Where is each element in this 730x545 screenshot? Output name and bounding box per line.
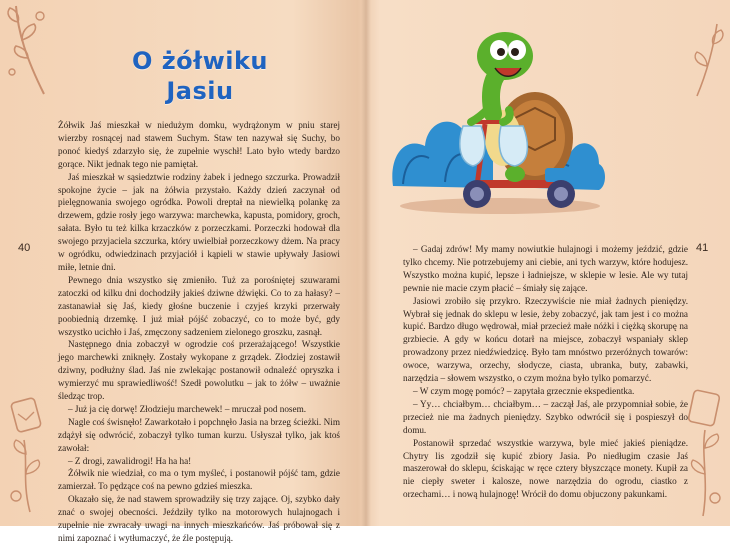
paragraph: Jaś mieszkał w sąsiedztwie rodziny żabek i jednego szczurka. Prowadził spokojne życie – jak na żółwia przystało. Każdy dzień zaczynał od pielęgnowania swojego ogródka. Powoli dreptał na niewielką polankę za drzewem, gdzie rosły jego warzywa: marchewka, kapusta, pomidory, groch, sałata. Było tu też kilka krzaczków z porzeczkami. Porzeczki hodował dla swojego przyjaciela szczurka, który uwielbiał porzeczkowy dżem. Na pracy w ogródku, odwiedzinach przyjaciół i kąpieli w stawie upływały Jasiowi miłe, letnie dni. — [58, 171, 340, 272]
story-title — [120, 46, 280, 106]
leaf-ornament-top-left — [4, 2, 64, 98]
right-page-text — [403, 243, 688, 501]
paragraph: – Z drogi, zawalidrogi! Ha ha ha! — [68, 455, 192, 466]
seed-ornament-bottom-left — [4, 392, 54, 522]
title-line-2: Jasiu — [166, 77, 234, 105]
paragraph: Pewnego dnia wszystko się zmieniło. Tuż za porośniętej szuwarami zatoczki od kilku dni dochodziły jakieś dziwne dźwięki. Co to za hałasy? – zastanawiał się Jaś, kiedy głośne buczenie i czyjeś krzyki przerwały poobiednią drzemkę. I już miał pójść zobaczyć, co to może być, gdy wszystko ucichło i Jaś, zmęczony sadzeniem zielonego groszku, zasnął. — [58, 274, 340, 337]
paragraph: Jasiowi zrobiło się przykro. Rzeczywiście nie miał żadnych pieniędzy. Wybrał się jednak do sklepu w lesie, żeby zobaczyć, jak tam jest i co można kupić. Bardzo długo wędrował, miał przecież małe nóżki i ciężką skorupę na grzbiecie. A gdy w końcu dotarł na miejsce, zobaczył wspaniały sklep prowadzony przez niedźwiedzicę. Było tam mnóstwo przeróżnych towarów: owoce, warzywa, orzechy, słodycze, ciasta, ubranka, buty, zabawki, narzędzia – słowem wszystko, o czym można było tylko pomarzyć. — [403, 295, 688, 384]
paragraph: – W czym mogę pomóc? – zapytała grzecznie ekspedientka. — [413, 385, 635, 396]
paragraph: Postanowił sprzedać wszystkie warzywa, byle mieć jakieś pieniądze. Chytry lis zgodził się kupić zbiory Jasia. Po niedługim czasie Jaś maszerował do sklepu, ściskając w ręce cztery błyszczące monety. Kupił za nie ciepły sweter i kalosze, nowe narzędzia do ogrodu, ciastko z orzechami… i nową hulajnogę! Wrócił do domu objuczony pakunkami. — [403, 437, 688, 500]
right-page — [365, 0, 730, 526]
paragraph: Nagle coś świsnęło! Zawarkotało i popchnęło Jasia na brzeg ścieżki. Nim zdążył się odwrócić, zobaczył tylko tuman kurzu. Usłyszał tylko, jak ktoś zawołał: — [58, 416, 340, 453]
page-number-right: 41 — [696, 242, 709, 254]
leaf-ornament-top-right — [683, 20, 727, 100]
paragraph: – Yy… chciałbym… chciałbym… – zaczął Jaś, ale przypomniał sobie, że przecież nie ma żadnych pieniędzy. Szybko odwrócił się i pospieszył do domu. — [403, 398, 688, 435]
turtle-scooter-illustration — [385, 8, 605, 226]
page-number-left: 40 — [18, 242, 31, 254]
paragraph: Następnego dnia zobaczył w ogrodzie coś przerażającego! Wszystkie jego marchewki zniknęły. Zostały wykopane z grządek. Złodziej zostawił dziwny, podłużny ślad. Jaś nie zwlekając postanowił odnaleźć opryszka i wymierzyć mu sprawiedliwość! Szedł powolutku – jak to żółw – uważnie śledząc trop. — [58, 339, 340, 402]
title-line-1: O żółwiku — [131, 47, 269, 75]
paragraph: Żółwik Jaś mieszkał w niedużym domku, wydrążonym w pniu starej wierzby rosnącej nad stawem Suchym. Staw ten nazywał się Suchy, bo ponoć kiedyś zdarzyło się, że zupełnie wyschł! Lato było wtedy bardzo gorące. Nikt jednak tego nie pamiętał. — [58, 120, 340, 169]
paragraph: Okazało się, że nad stawem sprowadziły się trzy zające. Oj, szybko dały znać o swojej obecności. Jeździły tylko na motorowych hulajnogach i zupełnie nie zwracały uwagi na innych mieszkańców. Jaś próbował się z nimi zapoznać i wytłumaczyć, że źle postępują. — [58, 494, 340, 543]
paragraph: Żółwik nie wiedział, co ma o tym myśleć, i postanowił pójść tam, gdzie zamierzał. To pędzące coś na pewno gdzieś mieszka. — [58, 468, 340, 492]
left-page — [0, 0, 365, 543]
left-page-text — [58, 119, 340, 545]
paragraph: – Już ja cię dorwę! Złodzieju marchewek! – mruczał pod nosem. — [68, 403, 307, 414]
paragraph: – Gadaj zdrów! My mamy nowiutkie hulajnogi i możemy jeździć, gdzie tylko chcemy. Nie potrzebujemy ani ciebie, ani tych warzyw, które hodujesz. Wszystko można kupić, lepsze i ładniejsze, w sklepie w lesie. Ale wy tutaj pewnie nie macie czym płacić – śmiały się zające. — [403, 244, 688, 293]
sprout-ornament-bottom-right — [683, 386, 727, 522]
